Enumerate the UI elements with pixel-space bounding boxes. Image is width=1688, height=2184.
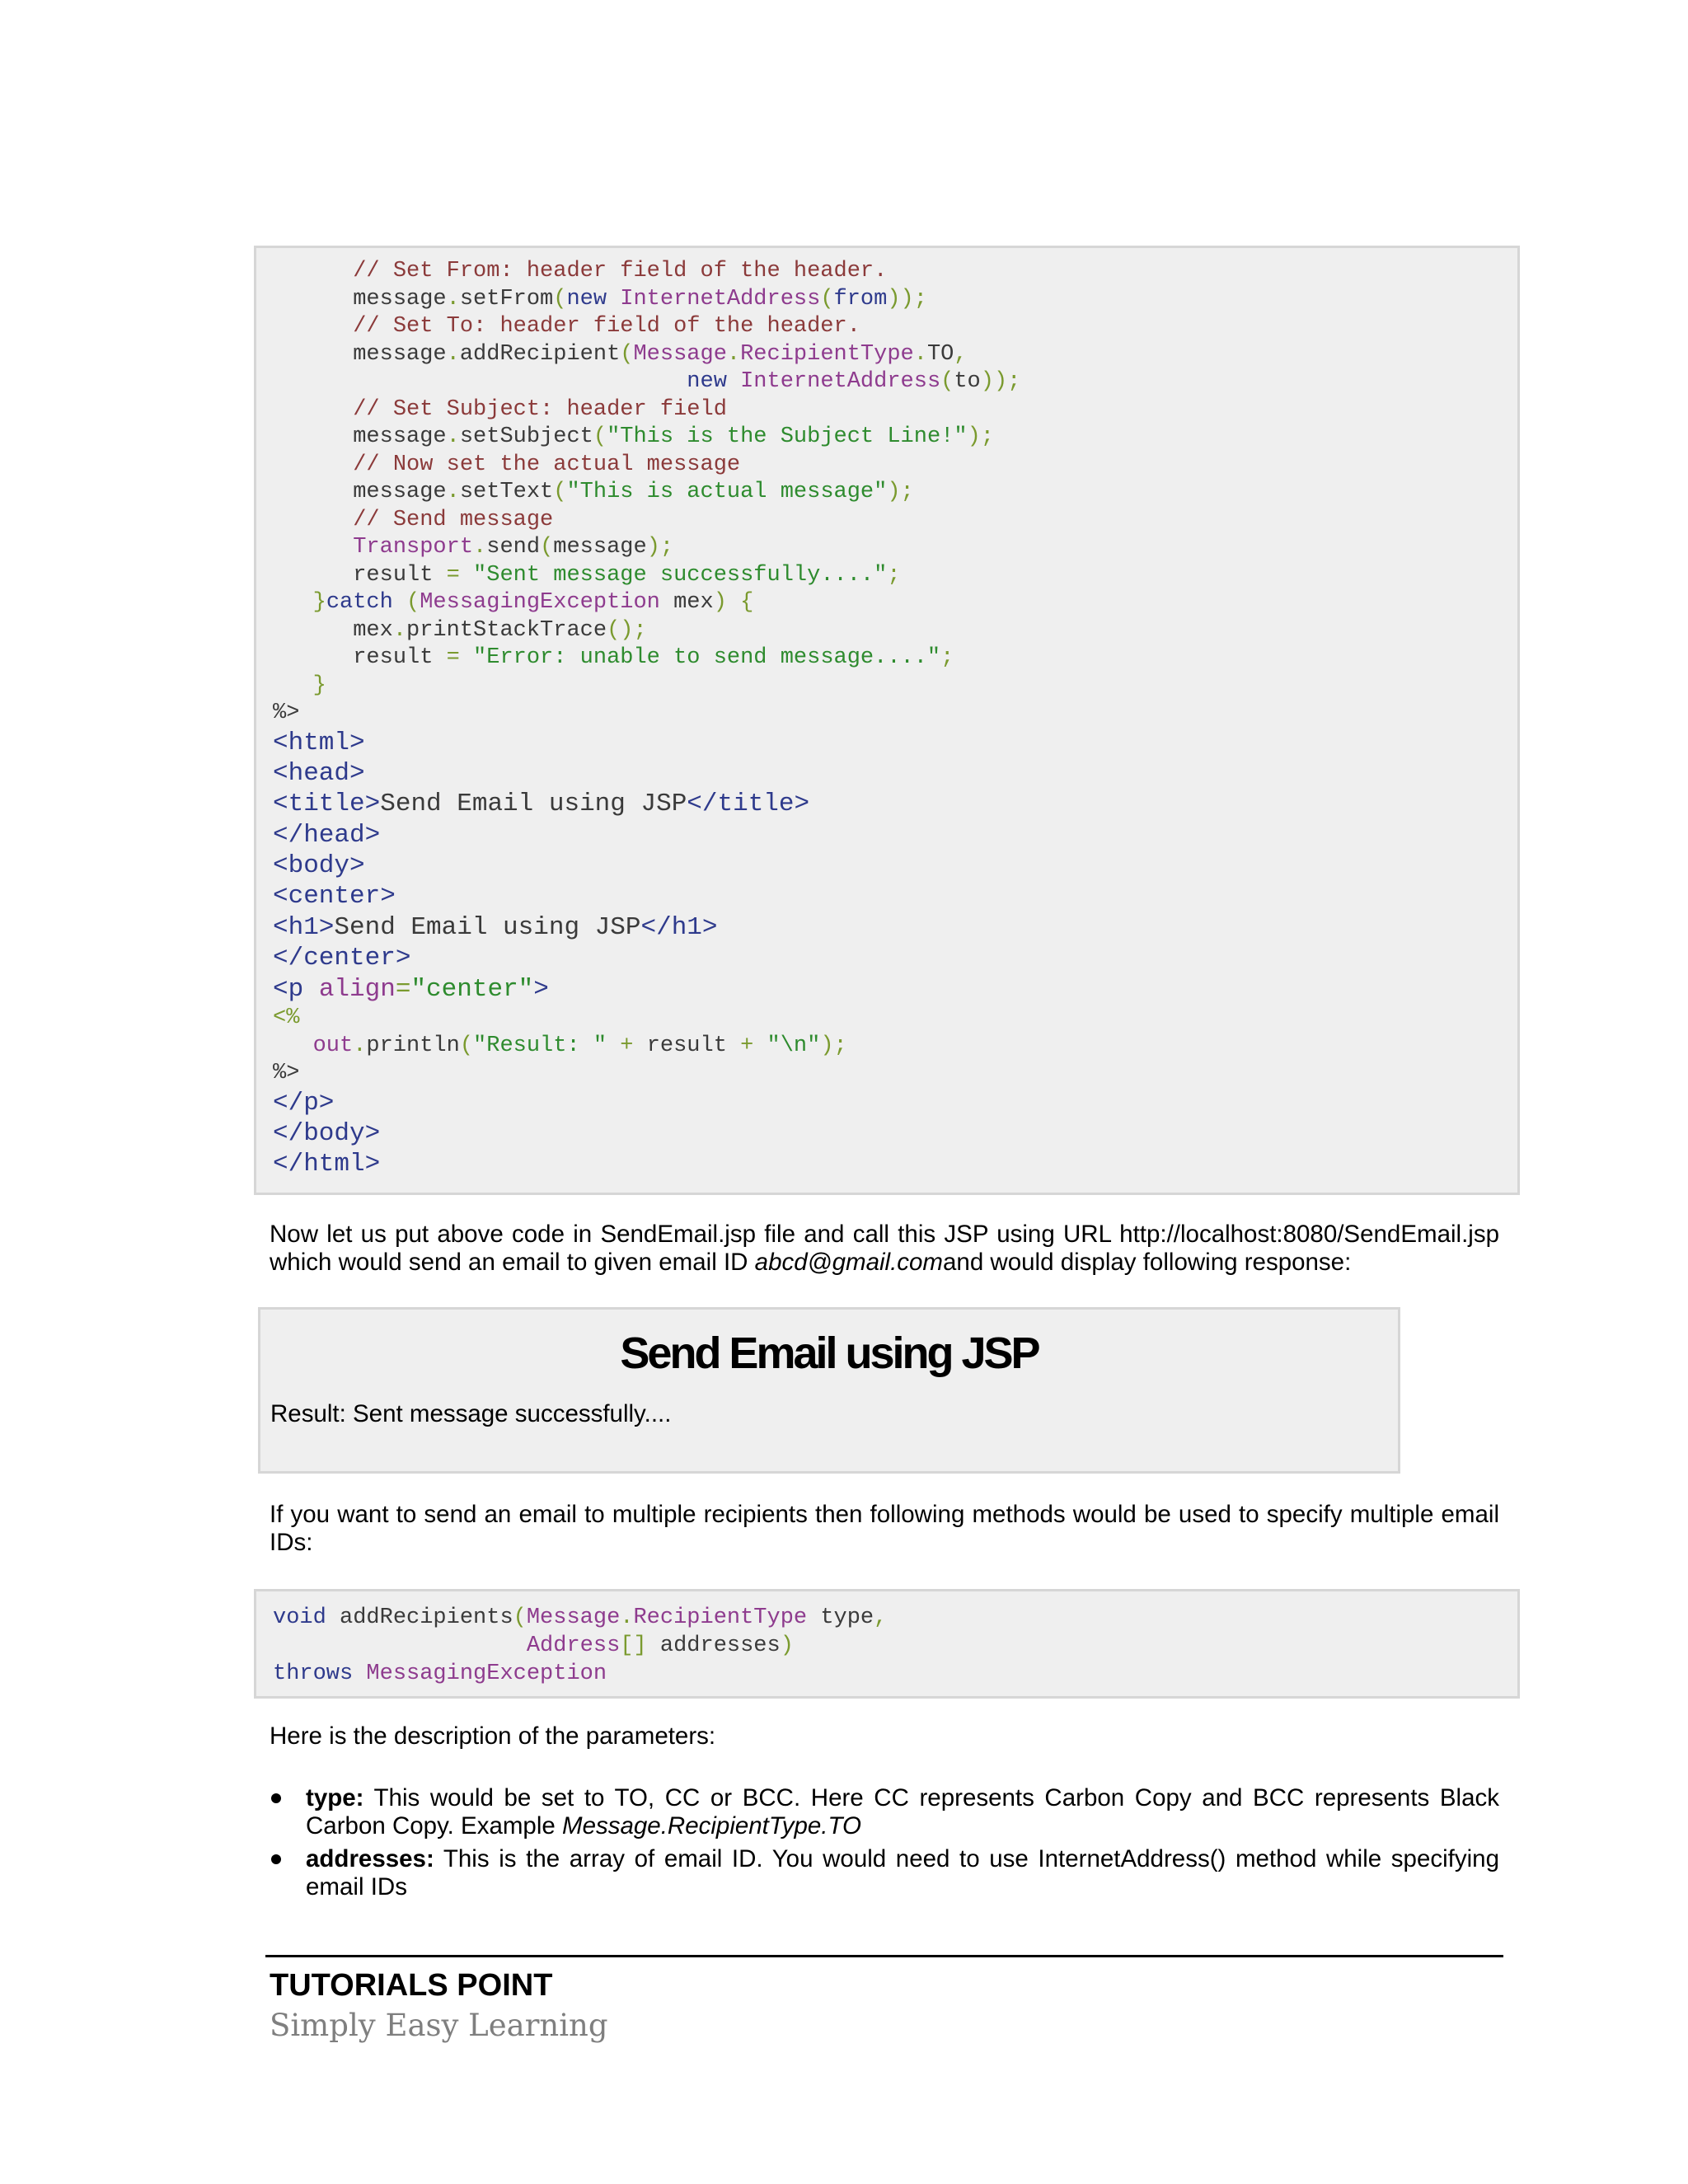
- code-token: [273, 508, 353, 532]
- code-token: new: [566, 286, 607, 312]
- code-line: [256, 258, 1517, 286]
- code-token: (: [392, 590, 420, 615]
- code-token: ));: [980, 369, 1021, 394]
- code-line: [256, 589, 1517, 617]
- param-description: This would be set to TO, CC or BCC. Here CC represents Carbon Copy and BCC represents Black Carbon Copy. Example: [306, 1784, 1499, 1840]
- code-line: [256, 396, 1517, 424]
- code-line: [256, 1118, 1517, 1149]
- code-token: Send Email using JSP: [380, 790, 687, 819]
- code-token: =: [446, 562, 460, 588]
- code-token: // Set Subject: header field: [353, 396, 727, 422]
- code-line: [256, 562, 1517, 590]
- code-token: (: [593, 424, 607, 449]
- code-line: [256, 1632, 1517, 1660]
- code-token: // Send message: [353, 507, 554, 532]
- code-token: align: [303, 974, 396, 1004]
- code-token: message: [273, 480, 447, 504]
- code-line: [256, 424, 1517, 452]
- code-block-sendemail-jsp: [254, 246, 1520, 1195]
- code-line: [256, 479, 1517, 507]
- code-token: .: [353, 1033, 367, 1058]
- code-token: </p>: [273, 1088, 335, 1118]
- code-token: mex: [273, 617, 393, 643]
- code-token: ();: [607, 617, 647, 643]
- code-line: [256, 789, 1517, 819]
- code-token: <html>: [273, 728, 365, 757]
- param-term: addresses:: [306, 1845, 434, 1872]
- code-token: (: [540, 535, 554, 560]
- code-token: <title>: [273, 790, 381, 819]
- code-token: .: [446, 424, 460, 449]
- code-token: [273, 369, 687, 394]
- code-token: .: [446, 480, 460, 504]
- code-token: mex: [659, 590, 714, 615]
- code-token: [273, 590, 313, 615]
- code-token: (: [553, 480, 567, 504]
- code-line: [256, 881, 1517, 912]
- code-line: [256, 368, 1517, 396]
- code-token: </head>: [273, 820, 381, 850]
- code-token: []: [620, 1633, 647, 1658]
- footer-brand: TUTORIALS POINT: [270, 1968, 553, 2003]
- code-token: ;: [887, 562, 901, 588]
- code-token: result: [273, 562, 447, 588]
- code-line: [256, 1005, 1517, 1033]
- code-line: [256, 286, 1517, 314]
- code-token: <center>: [273, 882, 396, 912]
- code-token: setSubject: [459, 424, 593, 449]
- code-token: message: [273, 286, 447, 312]
- code-token: [273, 1633, 527, 1658]
- paragraph-multiple-recipients: If you want to send an email to multiple recipients then following methods would be used to specify multiple email IDs:: [270, 1501, 1499, 1556]
- code-token: .: [446, 286, 460, 312]
- code-line: [256, 341, 1517, 369]
- code-token: );: [820, 1033, 847, 1058]
- code-line: [256, 820, 1517, 851]
- code-token: message: [273, 424, 447, 449]
- code-token: ,: [954, 341, 968, 367]
- code-token: println: [366, 1033, 460, 1058]
- code-token: // Set To: header field of the header.: [353, 314, 860, 339]
- code-token: <%: [273, 1005, 300, 1031]
- list-item-type: [270, 1784, 1499, 1840]
- result-preview-box: [258, 1307, 1400, 1474]
- code-token: ;: [940, 645, 954, 670]
- code-token: result: [646, 1033, 727, 1058]
- code-token: Send Email using JSP: [334, 912, 641, 942]
- code-token: (: [620, 341, 634, 367]
- code-token: .: [446, 341, 460, 367]
- code-token: ): [780, 1633, 794, 1658]
- code-token: message: [553, 535, 647, 560]
- code-token: +: [726, 1033, 767, 1058]
- code-token: Message: [633, 341, 727, 367]
- code-token: [273, 452, 353, 477]
- code-token: .: [913, 341, 927, 367]
- code-line: [256, 1604, 1517, 1632]
- code-token: );: [646, 535, 674, 560]
- code-token: %>: [273, 701, 300, 725]
- code-token: }: [312, 590, 326, 615]
- code-token: throws: [273, 1661, 354, 1686]
- code-token: // Set From: header field of the header.: [353, 259, 888, 284]
- code-token: </body>: [273, 1118, 381, 1148]
- code-token: [273, 259, 353, 284]
- paragraph-usage: [270, 1221, 1499, 1277]
- code-token: Transport: [353, 535, 474, 560]
- code-token: +: [607, 1033, 647, 1058]
- code-token: from: [833, 286, 888, 312]
- code-line: [256, 617, 1517, 645]
- code-token: [273, 397, 353, 422]
- code-token: %>: [273, 1061, 300, 1086]
- code-token: printStackTrace: [406, 617, 607, 643]
- code-token: [273, 673, 313, 698]
- code-token: setText: [459, 480, 554, 504]
- code-token: (: [820, 286, 834, 312]
- code-token: // Now set the actual message: [353, 452, 741, 477]
- code-token: ) {: [713, 590, 754, 615]
- code-token: message: [273, 341, 447, 367]
- code-token: "This is the Subject Line!": [607, 424, 968, 449]
- code-token: </title>: [687, 790, 810, 819]
- code-token: =: [395, 974, 411, 1004]
- code-block-addrecipients: [254, 1589, 1520, 1699]
- code-token: </html>: [273, 1150, 381, 1179]
- code-line: [256, 452, 1517, 480]
- code-token: addRecipient: [459, 341, 621, 367]
- code-token: (: [513, 1605, 527, 1630]
- code-token: (: [940, 369, 954, 394]
- bullet-icon: [271, 1793, 281, 1803]
- code-token: <h1>: [273, 912, 335, 942]
- code-token: addresses: [646, 1633, 781, 1658]
- code-token: .: [392, 617, 407, 643]
- code-token: send: [486, 535, 541, 560]
- example-email: abcd@gmail.com: [754, 1249, 944, 1276]
- result-text: Result: Sent message successfully....: [270, 1400, 672, 1427]
- code-token: "This is actual message": [566, 480, 888, 504]
- code-token: [273, 314, 353, 339]
- code-token: <p: [273, 974, 304, 1004]
- code-token: "Sent message successfully....": [459, 562, 888, 588]
- result-heading: Send Email using JSP: [620, 1329, 1039, 1378]
- footer-tagline: Simply Easy Learning: [270, 2008, 608, 2043]
- code-token: "\n": [767, 1033, 821, 1058]
- param-description: This is the array of email ID. You would need to use InternetAddress() method while specifying email IDs: [306, 1845, 1499, 1900]
- code-token: InternetAddress: [726, 369, 941, 394]
- code-token: ));: [887, 286, 927, 312]
- bullet-icon: [271, 1854, 281, 1864]
- code-token: InternetAddress: [607, 286, 821, 312]
- code-token: RecipientType: [740, 341, 914, 367]
- code-line: [256, 673, 1517, 701]
- code-line: [256, 313, 1517, 341]
- code-line: [256, 1660, 1517, 1688]
- code-token: RecipientType: [633, 1605, 808, 1630]
- code-token: >: [533, 974, 549, 1004]
- code-line: [256, 758, 1517, 789]
- code-line: [256, 1088, 1517, 1118]
- paragraph-usage-text-b: and would display following response:: [943, 1249, 1352, 1276]
- code-token: );: [967, 424, 994, 449]
- paragraph-usage-text-a: Now let us put above code in SendEmail.jsp file and call this JSP using URL http://localhost:8080/SendEmail.jsp which would send an email to given email ID: [270, 1221, 1499, 1276]
- code-token: out: [312, 1033, 354, 1058]
- parameter-list: [270, 1784, 1499, 1901]
- code-token: }: [312, 673, 326, 698]
- code-line: [256, 912, 1517, 943]
- code-token: TO: [926, 341, 954, 367]
- code-line: [256, 507, 1517, 535]
- code-token: [273, 1033, 313, 1058]
- code-token: type: [807, 1605, 874, 1630]
- code-token: addRecipients: [326, 1605, 513, 1630]
- code-token: </center>: [273, 944, 411, 973]
- code-token: new: [687, 369, 727, 394]
- code-line: [256, 1149, 1517, 1179]
- code-line: [256, 728, 1517, 758]
- param-term: type:: [306, 1784, 364, 1811]
- code-token: "Error: unable to send message....": [459, 645, 941, 670]
- code-token: "center": [410, 974, 534, 1004]
- footer-divider: [265, 1955, 1503, 1957]
- code-token: </h1>: [640, 912, 718, 942]
- code-token: <head>: [273, 758, 365, 788]
- code-token: .: [473, 535, 487, 560]
- code-token: .: [620, 1605, 634, 1630]
- code-token: (: [459, 1033, 474, 1058]
- paragraph-parameters-intro: Here is the description of the parameters:: [270, 1722, 716, 1750]
- code-token: void: [273, 1605, 326, 1630]
- list-item-addresses: [270, 1845, 1499, 1901]
- code-token: <body>: [273, 851, 365, 881]
- code-line: [256, 943, 1517, 973]
- code-token: ,: [874, 1605, 888, 1630]
- code-token: [273, 535, 353, 560]
- code-line: [256, 1060, 1517, 1088]
- code-line: [256, 644, 1517, 673]
- code-token: =: [446, 645, 460, 670]
- code-line: [256, 851, 1517, 881]
- code-line: [256, 974, 1517, 1005]
- code-token: setFrom: [459, 286, 554, 312]
- code-token: );: [887, 480, 914, 504]
- code-token: MessagingException: [420, 590, 660, 615]
- code-token: Message: [526, 1605, 621, 1630]
- code-token: MessagingException: [353, 1661, 607, 1686]
- code-line: [256, 700, 1517, 728]
- code-token: Address: [526, 1633, 621, 1658]
- code-token: .: [726, 341, 741, 367]
- code-token: "Result: ": [473, 1033, 607, 1058]
- code-line: [256, 534, 1517, 562]
- code-line: [256, 1033, 1517, 1061]
- code-token: to: [954, 369, 981, 394]
- code-token: (: [553, 286, 567, 312]
- code-token: result: [273, 645, 447, 670]
- param-example: Message.RecipientType.TO: [562, 1812, 861, 1840]
- code-token: catch: [326, 590, 393, 615]
